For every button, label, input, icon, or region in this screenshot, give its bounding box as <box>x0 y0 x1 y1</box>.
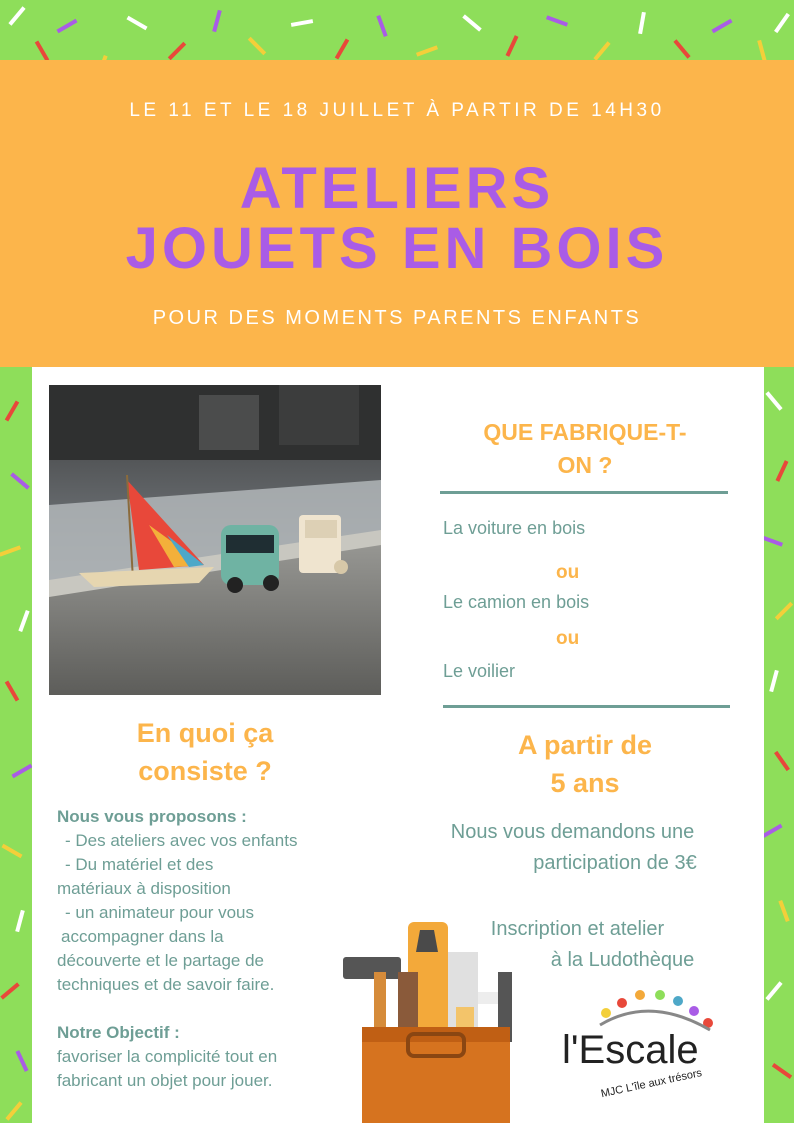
bullet-3-cont-3: techniques et de savoir faire. <box>57 975 275 994</box>
confetti-piece <box>1 844 22 858</box>
confetti-piece <box>765 391 782 410</box>
confetti-piece <box>774 13 790 33</box>
what-we-make-heading-line-2: ON ? <box>557 452 613 478</box>
bullet-3-cont-1: accompagner dans la <box>61 927 224 946</box>
svg-text:MJC L'île aux trésors: MJC L'île aux trésors <box>599 1067 704 1101</box>
item-car: La voiture en bois <box>443 518 586 538</box>
objective-label: Notre Objectif : <box>57 1023 180 1042</box>
confetti-piece <box>10 472 29 489</box>
or-2: ou <box>556 628 580 649</box>
objective-line-1: favoriser la complicité tout en <box>57 1047 278 1066</box>
registration-line-2: à la Ludothèque <box>550 949 695 971</box>
confetti-piece <box>546 15 568 26</box>
objective-line-2: fabricant un objet pour jouer. <box>57 1071 273 1090</box>
confetti-piece <box>778 900 789 922</box>
confetti-piece <box>35 40 49 61</box>
bullet-1: - Des ateliers avec vos enfants <box>65 831 298 850</box>
confetti-piece <box>774 751 790 771</box>
confetti-piece <box>212 10 222 32</box>
confetti-piece <box>126 16 147 30</box>
confetti-piece <box>711 19 732 33</box>
confetti-piece <box>772 1063 792 1079</box>
confetti-piece <box>5 400 19 421</box>
confetti-piece <box>776 460 789 482</box>
confetti-piece <box>335 38 349 59</box>
divider-top <box>440 491 728 494</box>
confetti-piece <box>673 39 690 58</box>
bullet-3-cont-2: découverte et le partage de <box>57 951 264 970</box>
toolbox-illustration <box>338 912 536 1123</box>
confetti-piece <box>506 35 519 57</box>
confetti-piece <box>11 764 32 778</box>
what-is-it-heading <box>90 714 320 790</box>
registration-line-1: Inscription et atelier <box>490 918 665 940</box>
confetti-piece <box>56 19 77 33</box>
confetti-piece <box>15 910 25 932</box>
confetti-piece <box>638 12 646 34</box>
age-heading-line-1: A partir de <box>517 730 653 760</box>
price-line-2: participation de 3€ <box>533 852 697 874</box>
what-we-make-heading <box>440 416 730 482</box>
price-line-1: Nous vous demandons une <box>450 821 695 843</box>
confetti-piece <box>248 37 266 55</box>
item-truck: Le camion en bois <box>443 592 590 612</box>
subtitle: POUR DES MOMENTS PARENTS ENFANTS <box>152 307 642 329</box>
svg-text:l'Escale: l'Escale <box>562 1028 699 1072</box>
confetti-piece <box>775 602 793 620</box>
divider-bottom <box>443 705 730 708</box>
age-heading-line-2: 5 ans <box>550 768 620 798</box>
event-date: LE 11 ET LE 18 JUILLET À PARTIR DE 14H30 <box>129 100 665 121</box>
confetti-piece <box>761 824 782 838</box>
confetti-piece <box>18 610 29 632</box>
bullet-2: - Du matériel et des <box>65 855 214 874</box>
bullet-3: - un animateur pour vous <box>65 903 254 922</box>
title-line-2: JOUETS EN BOIS <box>125 216 669 281</box>
confetti-piece <box>291 19 313 27</box>
confetti-piece <box>0 545 21 556</box>
confetti-piece <box>0 982 19 999</box>
program-description <box>57 805 357 1093</box>
title-line-1: ATELIERS <box>239 156 555 221</box>
confetti-piece <box>376 15 387 37</box>
confetti-piece <box>16 1050 29 1072</box>
confetti-piece <box>765 981 782 1000</box>
or-1: ou <box>556 562 580 583</box>
what-is-it-heading-line-1: En quoi ça <box>136 718 274 748</box>
confetti-piece <box>769 670 779 692</box>
bullet-2-cont: matériaux à disposition <box>57 879 231 898</box>
confetti-piece <box>593 41 610 60</box>
escale-logo <box>560 985 732 1105</box>
confetti-piece <box>5 680 19 701</box>
confetti-piece <box>416 45 438 56</box>
price-info <box>400 817 745 879</box>
what-we-make-heading-line-1: QUE FABRIQUE-T- <box>483 419 687 445</box>
confetti-piece <box>5 1101 22 1120</box>
what-is-it-heading-line-2: consiste ? <box>138 756 272 786</box>
confetti-piece <box>462 14 481 31</box>
age-heading <box>440 726 730 802</box>
confetti-piece <box>757 40 767 62</box>
propose-label: Nous vous proposons : <box>57 807 247 826</box>
confetti-piece <box>168 42 186 60</box>
wooden-toys-photo <box>49 385 381 695</box>
confetti-piece <box>761 535 783 546</box>
confetti-piece <box>8 6 25 25</box>
item-sailboat: Le voilier <box>443 661 516 681</box>
